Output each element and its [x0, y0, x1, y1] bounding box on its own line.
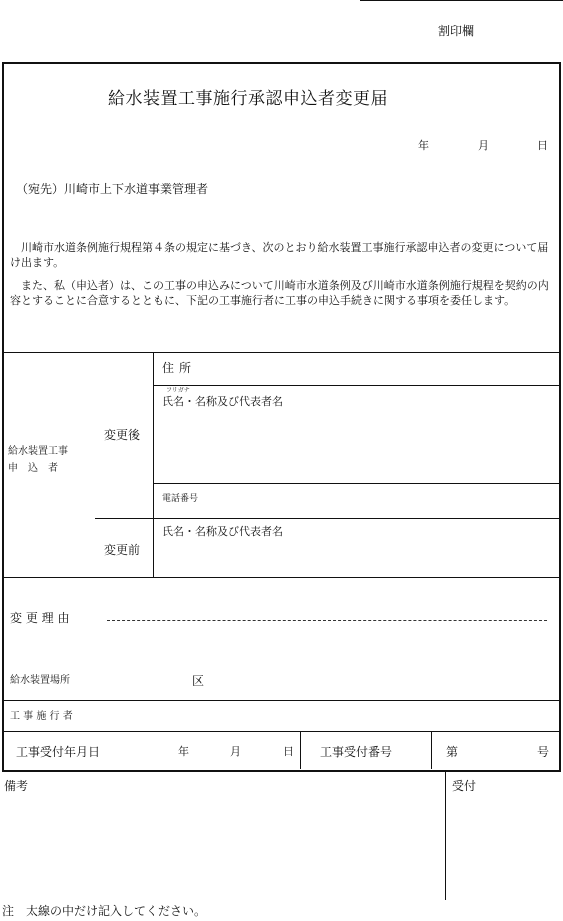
furigana-label: フリガナ — [166, 387, 190, 394]
divider-received-mid — [300, 731, 301, 769]
divider-applicant-bottom — [4, 577, 559, 578]
received-date-month: 月 — [230, 745, 241, 758]
before-label: 変更前 — [104, 543, 141, 557]
received-date-year: 年 — [178, 745, 189, 758]
received-date-day: 日 — [283, 745, 294, 758]
received-no-label: 工事受付番号 — [320, 745, 393, 759]
date-month: 月 — [478, 139, 489, 152]
received-no-prefix: 第 — [446, 745, 459, 759]
name-label-before: 氏名・名称及び代表者名 — [162, 525, 283, 538]
divider-received-top — [4, 731, 559, 732]
divider-received-no — [431, 731, 432, 769]
after-label: 変更後 — [104, 428, 141, 442]
divider-applicant-top — [4, 352, 559, 353]
applicant-label-line1: 給水装置工事 — [8, 446, 68, 457]
notice-paragraph-1: 川崎市水道条例施行規程第４条の規定に基づき、次のとおり給水装置工事施行承認申込者の変更について届け出ます。 — [10, 241, 549, 269]
footer-note: 注 太線の中だけ記入してください。 — [2, 904, 207, 918]
phone-label: 電話番号 — [162, 494, 199, 504]
divider-name-bottom — [153, 483, 559, 484]
reason-label: 変 更 理 由 — [10, 611, 70, 625]
applicant-label-line2: 申 込 者 — [8, 463, 58, 474]
form-frame — [2, 62, 561, 772]
notice-paragraph-2: また、私（申込者）は、この工事の申込みについて川崎市水道条例及び川崎市水道条例施行規程を契約の内容とすることに合意するとともに、下記の工事施行者に工事の申込手続きに関する事項を委任します。 — [10, 279, 549, 307]
remarks-label: 備考 — [4, 779, 29, 793]
date-day: 日 — [537, 139, 548, 152]
contractor-label: 工 事 施 行 者 — [10, 711, 73, 722]
divider-receipt — [445, 770, 446, 900]
divider-address-bottom — [153, 385, 559, 386]
addressee: （宛先）川崎市上下水道事業管理者 — [16, 182, 209, 196]
ward-label: 区 — [192, 674, 205, 688]
received-no-suffix: 号 — [537, 745, 550, 759]
location-label: 給水装置場所 — [10, 675, 70, 686]
form-title: 給水装置工事施行承認申込者変更届 — [108, 89, 388, 109]
receipt-label: 受付 — [452, 779, 477, 793]
date-year: 年 — [418, 139, 429, 152]
divider-contractor-top — [4, 700, 559, 701]
name-label-after: 氏名・名称及び代表者名 — [162, 395, 283, 408]
address-label: 住所 — [162, 361, 197, 375]
received-date-label: 工事受付年月日 — [16, 745, 101, 759]
reason-dashed-line — [107, 620, 547, 621]
stamp-line — [360, 0, 563, 1]
stamp-label: 割印欄 — [438, 24, 475, 38]
divider-after-bottom — [95, 518, 559, 519]
